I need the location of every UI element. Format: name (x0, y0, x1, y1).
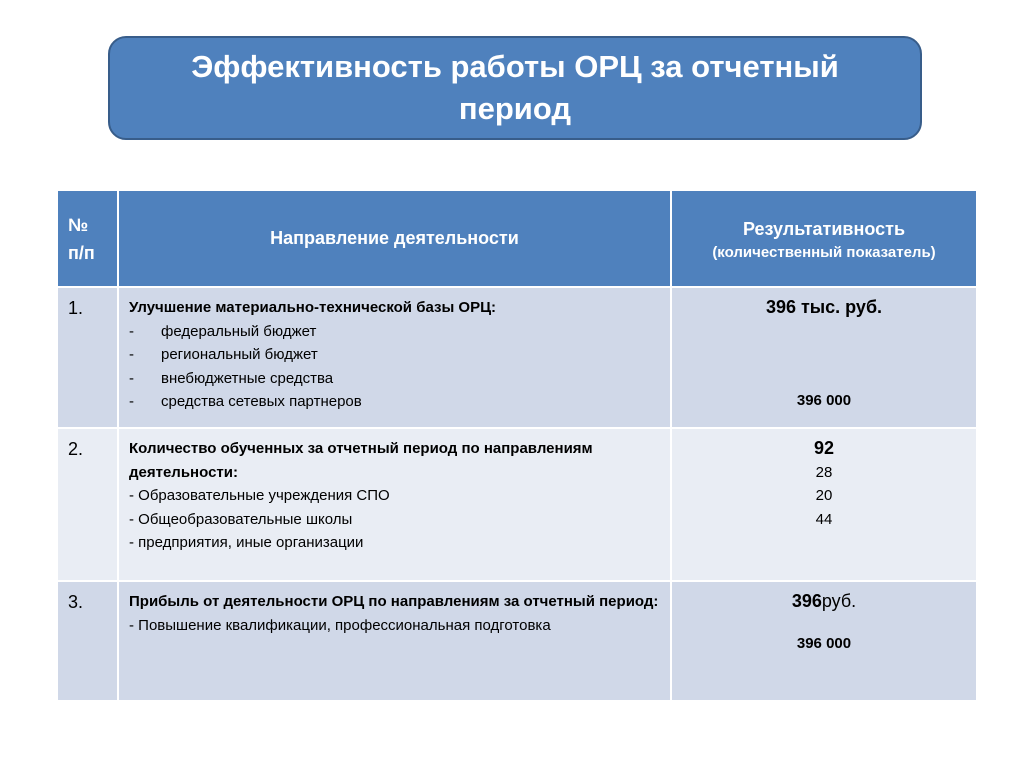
table-row (57, 581, 977, 701)
result-main-value: 396 (791, 591, 822, 611)
result-main: 92 (813, 438, 835, 458)
list-item: - Образовательные учреждения СПО (129, 487, 390, 504)
result-detail: 396 000 (796, 634, 852, 652)
row-direction (118, 428, 671, 581)
row-number: 1. (57, 287, 118, 428)
table-row (57, 428, 977, 581)
list-item: - региональный бюджет (129, 346, 318, 363)
row-result (671, 581, 977, 701)
list-item: - Повышение квалификации, профессиональная подготовка (129, 616, 551, 634)
slide-title (108, 36, 922, 140)
row-direction (118, 287, 671, 428)
result-value: 20 (815, 487, 833, 504)
list-item: - средства сетевых партнеров (129, 393, 362, 410)
table-header-row (57, 190, 977, 287)
row-number: 3. (57, 581, 118, 701)
list-item: - Общеобразовательные школы (129, 510, 353, 528)
row-heading: Прибыль от деятельности ОРЦ по направлениям за отчетный период: (129, 593, 659, 610)
row-heading: Количество обученных за отчетный период по направлениям деятельности: (129, 440, 593, 481)
list-item: - предприятия, иные организации (129, 534, 364, 551)
list-item: - федеральный бюджет (129, 322, 317, 340)
list-item: - внебюджетные средства (129, 369, 334, 387)
header-result (671, 190, 977, 287)
slide-title-text: Эффективность работы ОРЦ за отчетный период (191, 49, 839, 126)
result-main: 396 тыс. руб. (765, 297, 883, 317)
result-main (678, 590, 970, 614)
result-detail: 396 000 (796, 391, 852, 409)
result-main-unit: руб. (821, 591, 857, 611)
table-row (57, 287, 977, 428)
row-result (671, 428, 977, 581)
header-result-label: Результативность (742, 218, 906, 239)
result-value: 44 (815, 510, 833, 528)
header-num: № п/п (57, 190, 118, 287)
result-value: 28 (815, 463, 833, 481)
row-result (671, 287, 977, 428)
efficiency-table (56, 189, 978, 702)
row-number: 2. (57, 428, 118, 581)
header-result-sub: (количественный показатель) (712, 243, 936, 261)
header-direction: Направление деятельности (118, 190, 671, 287)
row-heading: Улучшение материально-технической базы ОРЦ: (129, 299, 497, 316)
row-direction (118, 581, 671, 701)
